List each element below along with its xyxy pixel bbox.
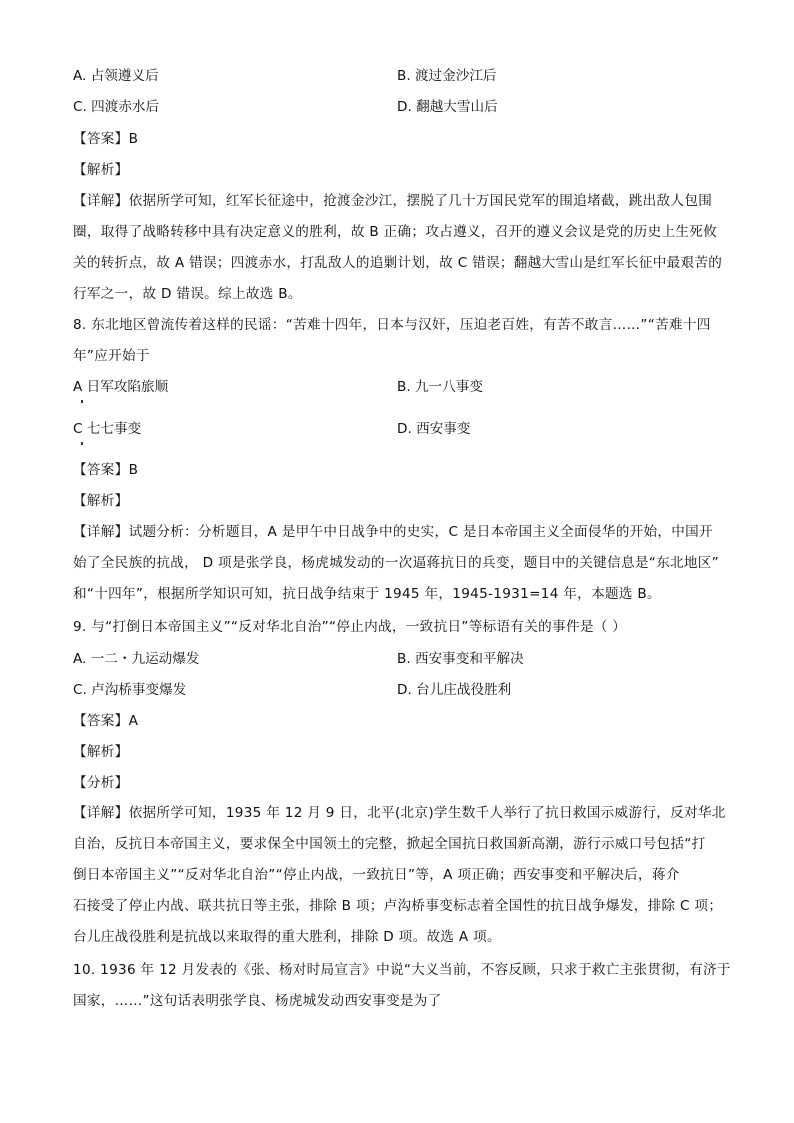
q9-fenxi-label: 【分析】 — [73, 775, 129, 791]
q7-option-d: D. 翻越大雪山后 — [397, 99, 498, 115]
q7-detail-line: 【详解】依据所学可知，红军长征途中，抢渡金沙江，摆脱了几十万国民党军的围追堵截，跳出敌人包围 — [73, 193, 713, 209]
q9-option-a: A. 一二・九运动爆发 — [73, 651, 200, 667]
q8-option-a: A 日军攻陷旅顺 — [73, 379, 169, 395]
q9-detail-line: 【详解】依据所学可知，1935 年 12 月 9 日，北平(北京)学生数千人举行了抗日救国示威游行，反对华北 — [73, 805, 726, 821]
q7-answer: 【答案】B — [73, 131, 139, 147]
q8-option-b: B. 九一八事变 — [397, 379, 483, 395]
q7-option-a: A. 占领遵义后 — [73, 68, 159, 84]
q8-stem-line: 年”应开始于 — [73, 348, 150, 364]
q10-stem-line: 10. 1936 年 12 月发表的《张、杨对时局宣言》中说“大义当前，不容反顾，只求于救亡主张贯彻，有济于 — [73, 962, 731, 978]
scan-mark — [81, 400, 83, 403]
q7-option-c: C. 四渡赤水后 — [73, 99, 160, 115]
q8-option-d: D. 西安事变 — [397, 421, 471, 437]
q8-detail-line: 【详解】试题分析：分析题目，A 是甲午中日战争中的史实，C 是日本帝国主义全面侵华的开始，中国开 — [73, 524, 713, 540]
q8-detail-line: 始了全民族的抗战， D 项是张学良，杨虎城发动的一次逼蒋抗日的兵变，题目中的关键信息是“东北地区” — [73, 555, 720, 571]
q8-analysis-label: 【解析】 — [73, 493, 129, 509]
q9-option-c: C. 卢沟桥事变爆发 — [73, 682, 187, 698]
q7-detail-line: 关的转折点，故 A 错误；四渡赤水，打乱敌人的追剿计划，故 C 错误；翻越大雪山是红军长征中最艰苦的 — [73, 255, 723, 271]
q9-option-b: B. 西安事变和平解决 — [397, 651, 524, 667]
q9-option-d: D. 台儿庄战役胜利 — [397, 682, 512, 698]
q7-option-b: B. 渡过金沙江后 — [397, 68, 497, 84]
scan-mark — [81, 442, 83, 445]
q7-detail-line: 行军之一，故 D 错误。综上故选 B。 — [73, 286, 302, 302]
q9-detail-line: 自治，反抗日本帝国主义，要求保全中国领土的完整，掀起全国抗日救国新高潮，游行示威口号包括“打 — [73, 836, 706, 852]
q9-detail-line: 石接受了停止内战、联共抗日等主张，排除 B 项；卢沟桥事变标志着全国性的抗日战争爆发，排除 C 项； — [73, 898, 723, 914]
q8-option-c: C 七七事变 — [73, 421, 142, 437]
q9-detail-line: 倒日本帝国主义”“反对华北自治”“停止内战，一致抗日”等，A 项正确；西安事变和平解决后，蒋介 — [73, 867, 680, 883]
q8-stem-line: 8. 东北地区曾流传着这样的民谣：“苦难十四年，日本与汉奸，压迫老百姓，有苦不敢言……”“苦难十四 — [73, 317, 711, 333]
q7-detail-line: 圈，取得了战略转移中具有决定意义的胜利，故 B 正确；攻占遵义，召开的遵义会议是党的历史上生死攸 — [73, 224, 718, 240]
q9-stem: 9. 与“打倒日本帝国主义”“反对华北自治”“停止内战，一致抗日”等标语有关的事件是（ ） — [73, 619, 627, 635]
q8-answer: 【答案】B — [73, 462, 139, 478]
q10-stem-line: 国家，……”这句话表明张学良、杨虎城发动西安事变是为了 — [73, 993, 442, 1009]
q9-detail-line: 台儿庄战役胜利是抗战以来取得的重大胜利，排除 D 项。故选 A 项。 — [73, 929, 501, 945]
q8-detail-line: 和“十四年”，根据所学知识可知，抗日战争结束于 1945 年，1945-1931=14 年，本题选 B。 — [73, 586, 661, 602]
q9-analysis-label: 【解析】 — [73, 744, 129, 760]
q7-analysis-label: 【解析】 — [73, 162, 129, 178]
q9-answer: 【答案】A — [73, 713, 139, 729]
